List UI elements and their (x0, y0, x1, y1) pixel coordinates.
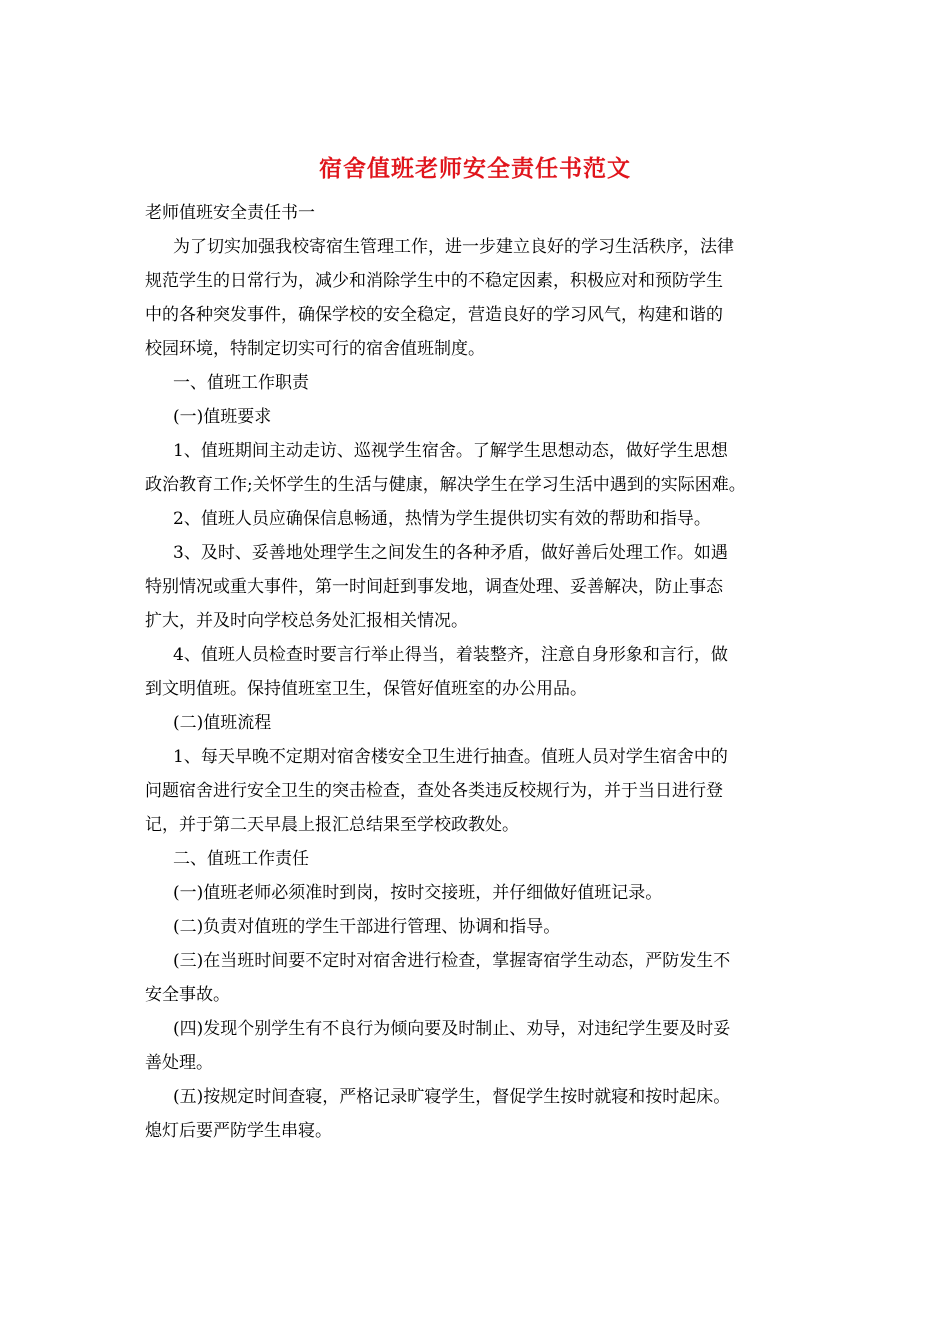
text-line: 1、值班期间主动走访、巡视学生宿舍。了解学生思想动态，做好学生思想 (173, 441, 728, 461)
text-line: 2、值班人员应确保信息畅通，热情为学生提供切实有效的帮助和指导。 (173, 509, 711, 529)
text-line: 到文明值班。保持值班室卫生，保管好值班室的办公用品。 (145, 679, 587, 699)
text-line: 二、值班工作责任 (173, 849, 309, 869)
text-line: 善处理。 (145, 1053, 213, 1073)
text-line: 政治教育工作;关怀学生的生活与健康，解决学生在学习生活中遇到的实际困难。 (145, 475, 746, 495)
text-line: (二)负责对值班的学生干部进行管理、协调和指导。 (173, 917, 561, 937)
text-line: 3、及时、妥善地处理学生之间发生的各种矛盾，做好善后处理工作。如遇 (173, 543, 728, 563)
text-line: (四)发现个别学生有不良行为倾向要及时制止、劝导，对违纪学生要及时妥 (173, 1019, 731, 1039)
text-line: 1、每天早晚不定期对宿舍楼安全卫生进行抽查。值班人员对学生宿舍中的 (173, 747, 728, 767)
text-line: 4、值班人员检查时要言行举止得当，着装整齐，注意自身形象和言行，做 (173, 645, 728, 665)
document-body (145, 196, 810, 1148)
text-line: 一、值班工作职责 (173, 373, 309, 393)
text-line: 扩大，并及时向学校总务处汇报相关情况。 (145, 611, 468, 631)
text-line: 熄灯后要严防学生串寝。 (145, 1121, 332, 1141)
text-line: 特别情况或重大事件，第一时间赶到事发地，调查处理、妥善解决，防止事态 (145, 577, 723, 597)
text-line: (一)值班老师必须准时到岗，按时交接班，并仔细做好值班记录。 (173, 883, 663, 903)
text-line: 校园环境，特制定切实可行的宿舍值班制度。 (145, 339, 485, 359)
text-line: (三)在当班时间要不定时对宿舍进行检查，掌握寄宿学生动态，严防发生不 (173, 951, 731, 971)
text-line: (五)按规定时间查寝，严格记录旷寝学生，督促学生按时就寝和按时起床。 (173, 1087, 731, 1107)
text-line: 规范学生的日常行为，减少和消除学生中的不稳定因素，积极应对和预防学生 (145, 271, 723, 291)
text-line: 记，并于第二天早晨上报汇总结果至学校政教处。 (145, 815, 519, 835)
text-line: 老师值班安全责任书一 (145, 203, 315, 223)
document-title: 宿舍值班老师安全责任书范文 (319, 155, 631, 182)
text-line: 中的各种突发事件，确保学校的安全稳定，营造良好的学习风气，构建和谐的 (145, 305, 723, 325)
text-line: 问题宿舍进行安全卫生的突击检查，查处各类违反校规行为，并于当日进行登 (145, 781, 723, 801)
text-line: (一)值班要求 (173, 407, 272, 427)
text-line: 安全事故。 (145, 985, 230, 1005)
text-line: 为了切实加强我校寄宿生管理工作，进一步建立良好的学习生活秩序，法律 (173, 237, 734, 257)
text-line: (二)值班流程 (173, 713, 272, 733)
